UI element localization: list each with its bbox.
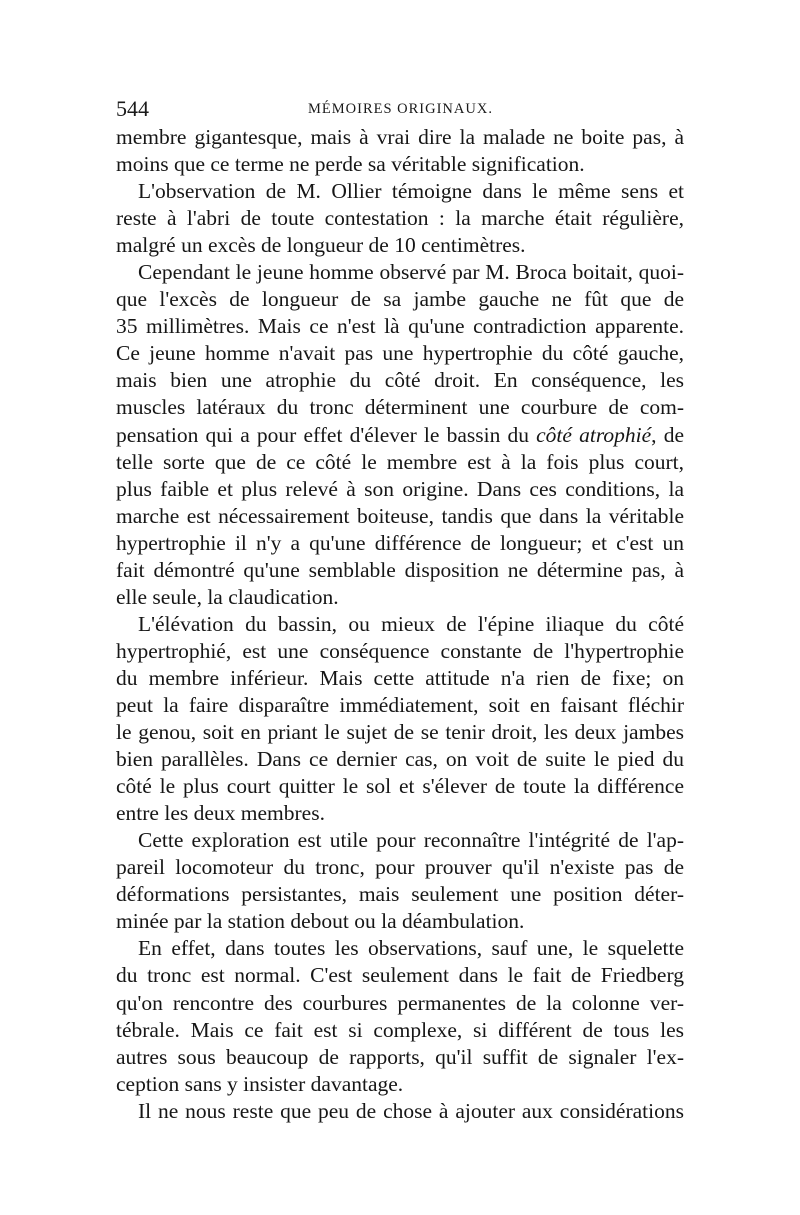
text-line: elle seule, la claudication. [116, 584, 339, 609]
body-text [116, 124, 684, 1125]
text-line: L'élévation du bassin, ou mieux de l'épine iliaque du côté [138, 611, 684, 636]
text-line: muscles latéraux du tronc déterminent une courbure de com- [116, 395, 684, 420]
text-line: plus faible et plus relevé à son origine. Dans ces conditions, la [116, 476, 684, 501]
text-line: En effet, dans toutes les observations, sauf une, le squelette [138, 936, 684, 961]
text-line: le genou, soit en priant le sujet de se tenir droit, les deux jambes [116, 720, 684, 745]
text-line: ception sans y insister davantage. [116, 1071, 404, 1096]
text-line: entre les deux membres. [116, 801, 325, 826]
text-line: telle sorte que de ce côté le membre est à la fois plus court, [116, 449, 684, 474]
text-line: Il ne nous reste que peu de chose à ajouter aux considérations [138, 1098, 684, 1123]
italic-phrase: côté atrophié [536, 422, 652, 447]
text-line: Cette exploration est utile pour reconnaître l'intégrité de l'ap- [138, 828, 684, 853]
text-line: minée par la station debout ou la déambulation. [116, 909, 525, 934]
text-line: hypertrophie il n'y a qu'une différence de longueur; et c'est un [116, 530, 684, 555]
text-line: bien parallèles. Dans ce dernier cas, on voit de suite le pied du [116, 747, 684, 772]
text-line: pareil locomoteur du tronc, pour prouver qu'il n'existe pas de [116, 855, 684, 880]
text-line: malgré un excès de longueur de 10 centimètres. [116, 233, 526, 258]
text-line: du tronc est normal. C'est seulement dans le fait de Friedberg [116, 963, 684, 988]
text-line: mais bien une atrophie du côté droit. En conséquence, les [116, 368, 684, 393]
running-title: MÉMOIRES ORIGINAUX. [308, 101, 493, 117]
text-line: déformations persistantes, mais seulement une position déter- [116, 882, 684, 907]
page-number: 544 [116, 96, 149, 121]
text-line: que l'excès de longueur de sa jambe gauche ne fût que de [116, 287, 684, 312]
text-line: marche est nécessairement boiteuse, tandis que dans la véritable [116, 503, 684, 528]
text-line: reste à l'abri de toute contestation : la marche était régulière, [116, 206, 684, 231]
text-line: membre gigantesque, mais à vrai dire la malade ne boite pas, à [116, 125, 684, 149]
text-line: 35 millimètres. Mais ce n'est là qu'une contradiction apparente. [116, 314, 684, 339]
text-line: Cependant le jeune homme observé par M. Broca boitait, quoi- [138, 260, 684, 285]
text-segment: , de [651, 422, 684, 447]
text-line: peut la faire disparaître immédiatement, soit en faisant fléchir [116, 692, 684, 717]
text-line: tébrale. Mais ce fait est si complexe, si différent de tous les [116, 1017, 684, 1042]
text-line: L'observation de M. Ollier témoigne dans le même sens et [138, 179, 684, 204]
text-line: autres sous beaucoup de rapports, qu'il suffit de signaler l'ex- [116, 1044, 684, 1069]
text-line: moins que ce terme ne perde sa véritable signification. [116, 152, 585, 177]
text-line: fait démontré qu'une semblable disposition ne détermine pas, à [116, 557, 684, 582]
text-line [116, 422, 684, 449]
text-line: côté le plus court quitter le sol et s'élever de toute la différence [116, 774, 684, 799]
text-line: qu'on rencontre des courbures permanentes de la colonne ver- [116, 990, 684, 1015]
page-header [116, 96, 684, 120]
text-line: du membre inférieur. Mais cette attitude n'a rien de fixe; on [116, 665, 684, 690]
text-line: hypertrophié, est une conséquence constante de l'hypertrophie [116, 638, 684, 663]
text-line: Ce jeune homme n'avait pas une hypertrophie du côté gauche, [116, 341, 684, 366]
text-segment: pensation qui a pour effet d'élever le bassin du [116, 422, 537, 447]
